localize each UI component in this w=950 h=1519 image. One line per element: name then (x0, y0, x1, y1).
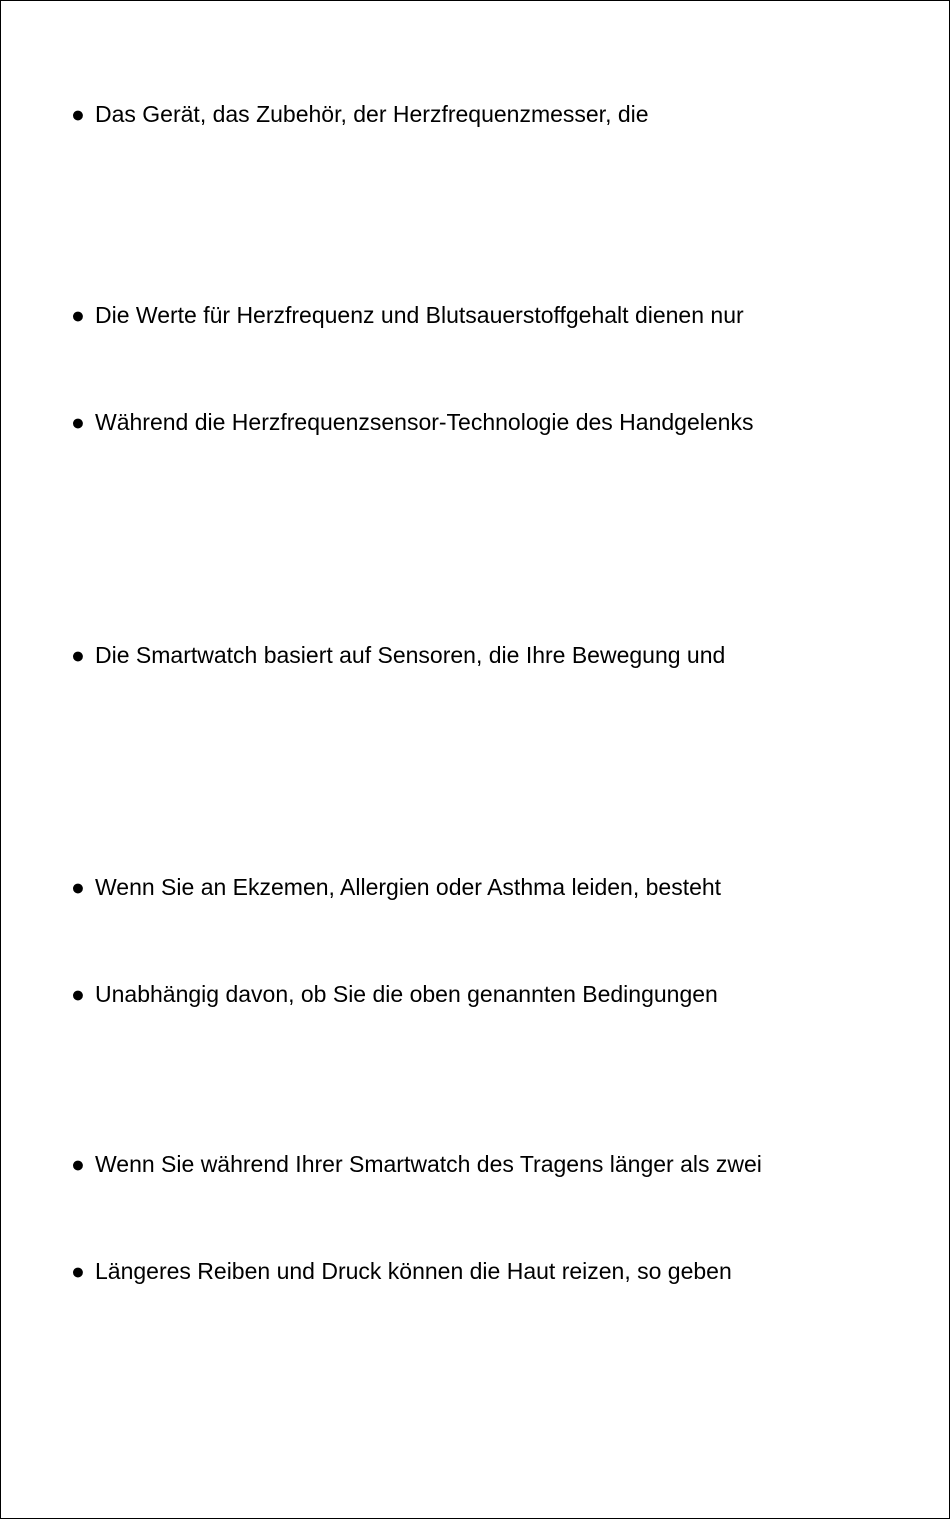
bullet-icon: ● (71, 409, 85, 435)
bullet-icon: ● (71, 874, 85, 900)
bullet-item-text: Die Werte für Herzfrequenz und Blutsauerstoffgehalt dienen nur (95, 302, 744, 328)
bullet-item-text: Während die Herzfrequenzsensor-Technologie des Handgelenks (95, 409, 754, 435)
bullet-item (71, 1257, 732, 1285)
bullet-icon: ● (71, 302, 85, 328)
bullet-item (71, 873, 721, 901)
bullet-icon: ● (71, 1151, 85, 1177)
bullet-item-text: Unabhängig davon, ob Sie die oben genannten Bedingungen (95, 981, 718, 1007)
bullet-item-text: Die Smartwatch basiert auf Sensoren, die Ihre Bewegung und (95, 642, 726, 668)
bullet-item (71, 100, 649, 128)
bullet-icon: ● (71, 642, 85, 668)
bullet-item-text: Längeres Reiben und Druck können die Haut reizen, so geben (95, 1258, 732, 1284)
bullet-item (71, 980, 718, 1008)
bullet-item (71, 641, 725, 669)
bullet-icon: ● (71, 981, 85, 1007)
bullet-icon: ● (71, 101, 85, 127)
bullet-item (71, 301, 744, 329)
bullet-item-text: Wenn Sie während Ihrer Smartwatch des Tragens länger als zwei (95, 1151, 762, 1177)
bullet-item-text: Wenn Sie an Ekzemen, Allergien oder Asthma leiden, besteht (95, 874, 722, 900)
bullet-icon: ● (71, 1258, 85, 1284)
bullet-item-text: Das Gerät, das Zubehör, der Herzfrequenzmesser, die (95, 101, 649, 127)
bullet-item (71, 408, 753, 436)
bullet-item (71, 1150, 762, 1178)
